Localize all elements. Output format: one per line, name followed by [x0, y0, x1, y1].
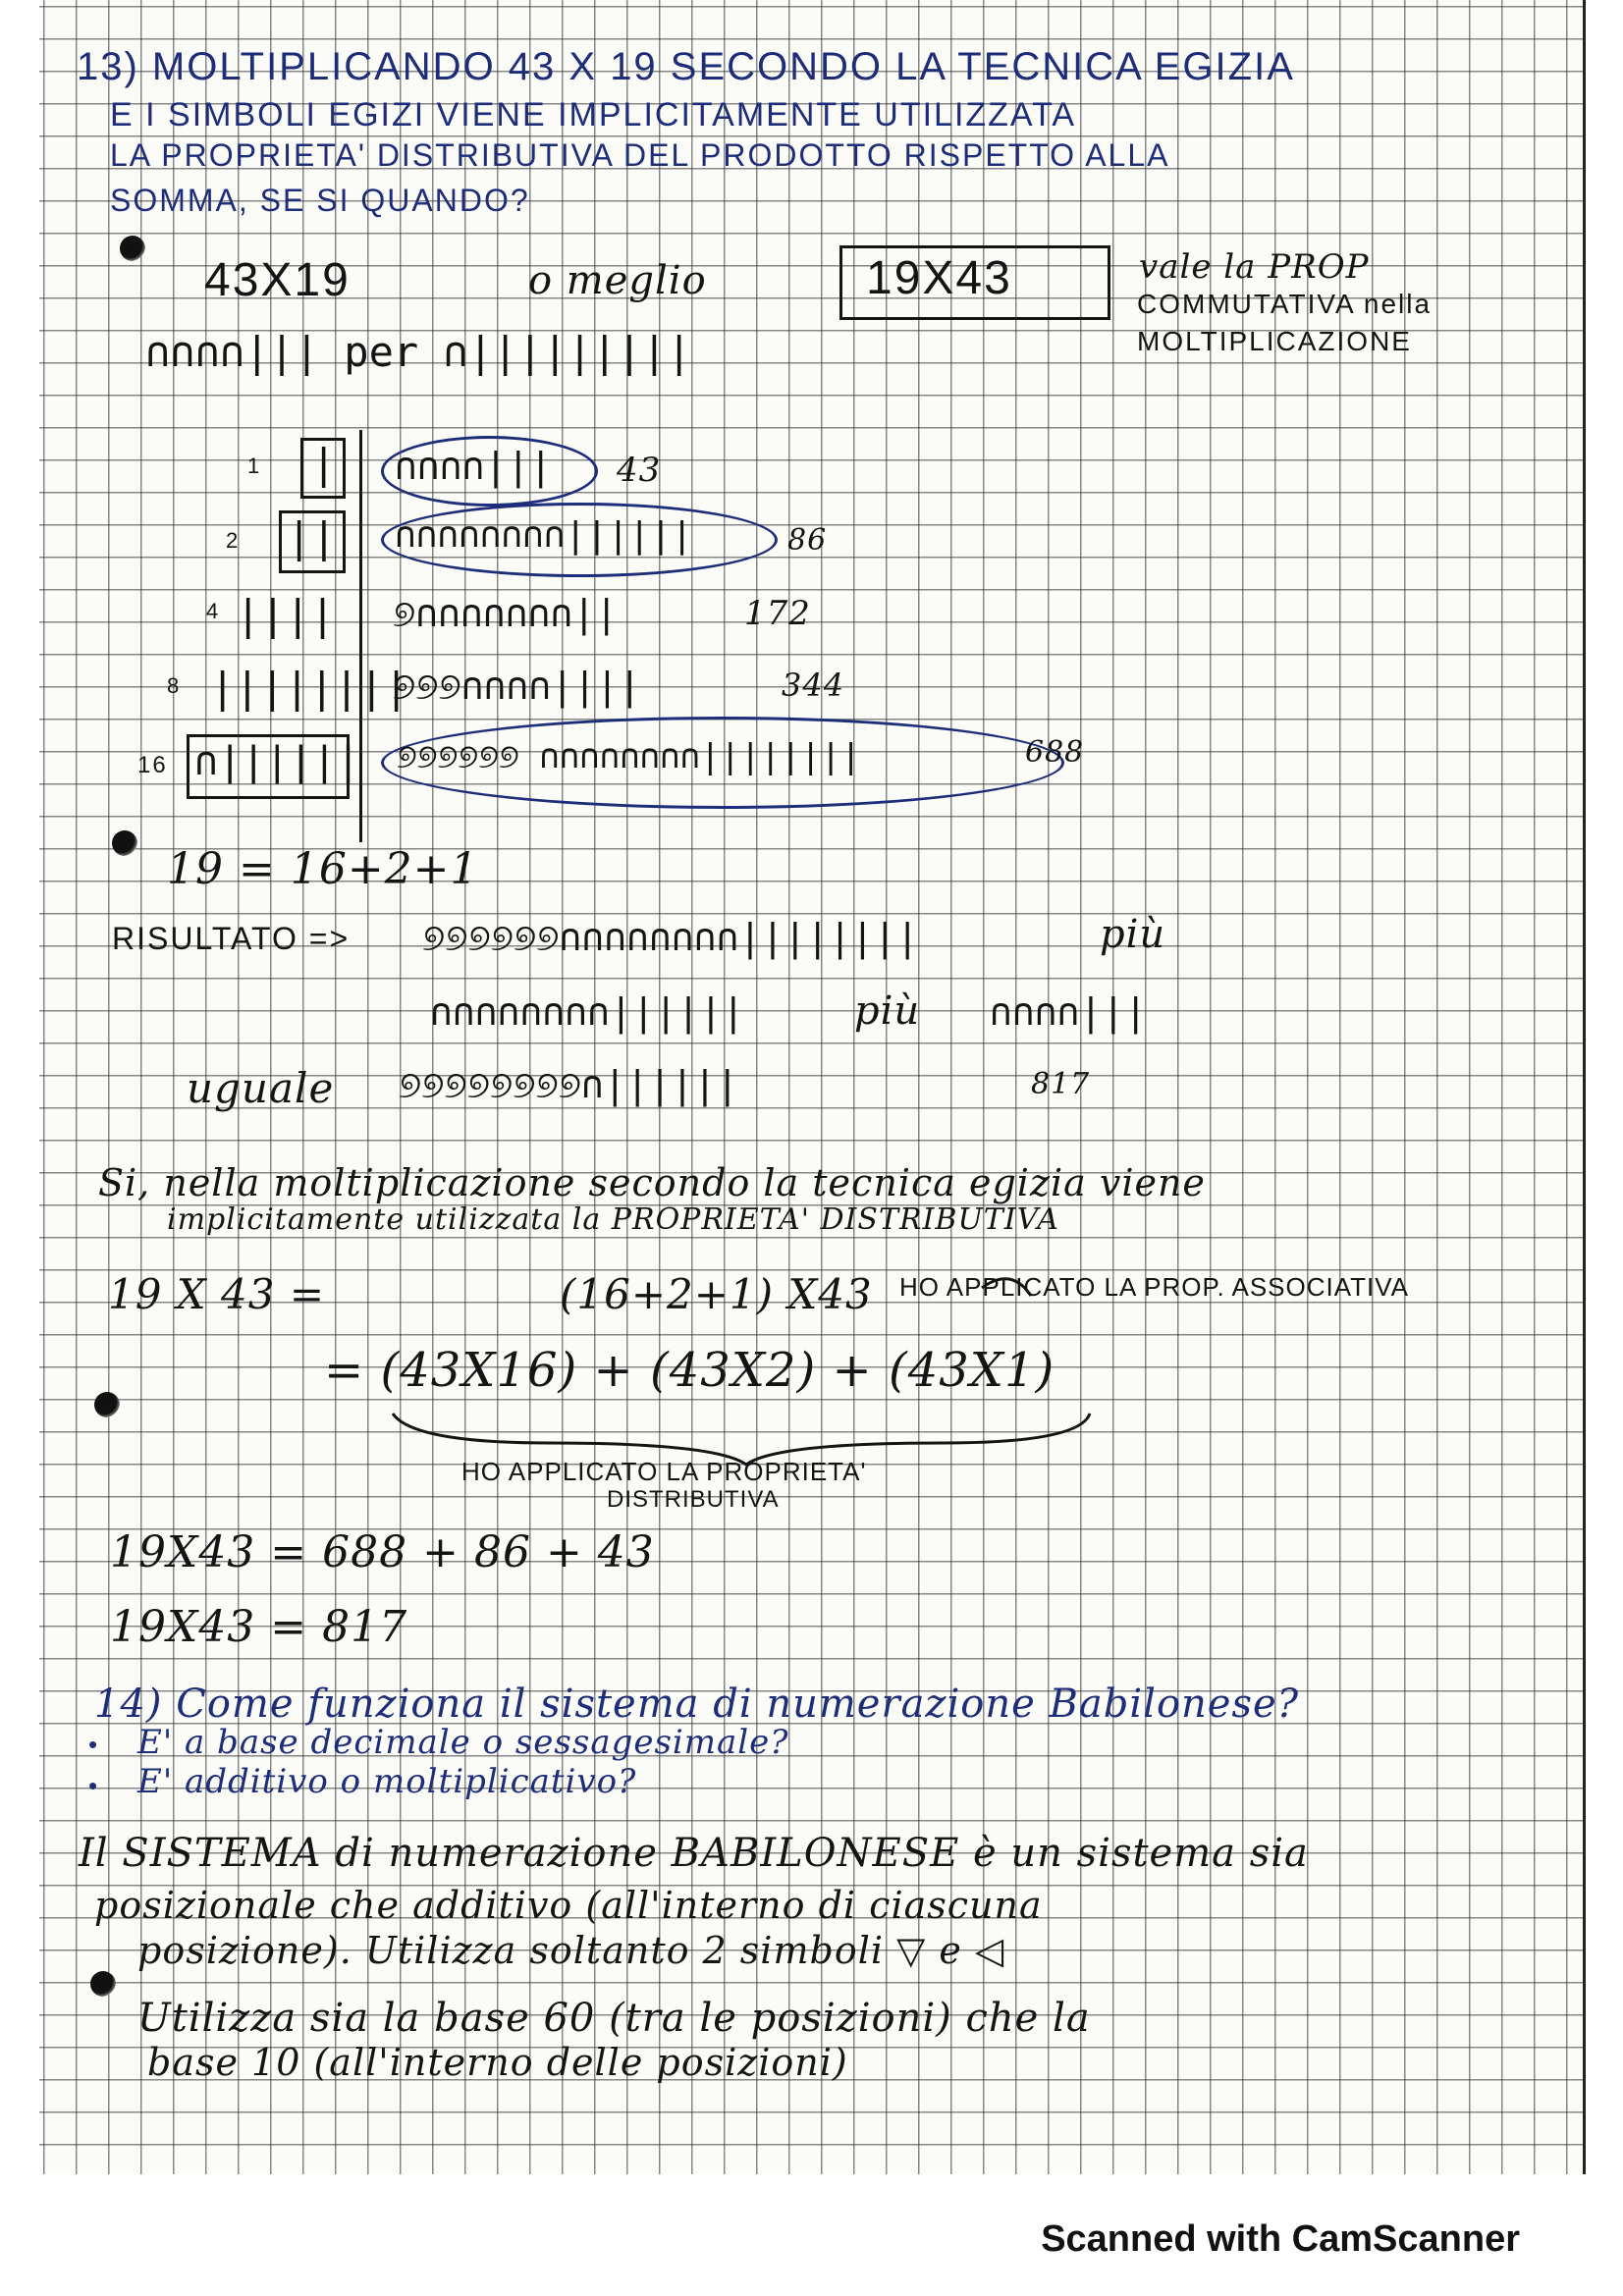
q13-line: LA PROPRIETA' DISTRIBUTIVA DEL PRODOTTO RISPETTO ALLA	[110, 137, 1170, 173]
equation-line: 19X43 = 817	[110, 1602, 408, 1652]
equals-word: uguale	[187, 1064, 335, 1112]
equals-value: 817	[1031, 1067, 1091, 1101]
answer14-line: base 10 (all'interno delle posizioni)	[147, 2041, 848, 2084]
table-tally: ∩||||||	[194, 739, 360, 784]
table-mult: 8	[167, 673, 182, 698]
plus-word: più	[854, 988, 921, 1034]
table-value: 344	[782, 667, 845, 704]
boxed-expression-text: 19X43	[866, 252, 1012, 304]
setup-or: o meglio	[528, 258, 707, 303]
table-tally: ||	[287, 513, 337, 561]
answer14-line: posizione). Utilizza soltanto 2 simboli ▽ e ◁	[137, 1929, 1005, 1972]
sum-glyphs: ∩∩∩∩∩∩∩∩||||||	[430, 990, 745, 1034]
commutative-note: MOLTIPLICAZIONE	[1137, 326, 1412, 356]
table-glyphs: ∩∩∩∩|||	[395, 445, 553, 488]
commutative-note: COMMUTATIVA nella	[1137, 289, 1433, 319]
result-glyphs: ୭୭୭୭୭୭∩∩∩∩∩∩∩∩||||||||	[422, 916, 919, 959]
equals-glyphs: ୭୭୭୭୭୭୭୭∩||||||	[399, 1063, 739, 1106]
table-mult: 1	[247, 454, 262, 478]
answer13-line: Si, nella moltiplicazione secondo la tecnica egizia viene	[98, 1161, 1206, 1204]
distributive-note: HO APPLICATO LA PROPRIETA'	[461, 1457, 867, 1486]
plus-word: più	[1100, 912, 1166, 957]
bullet-dot: •	[88, 1730, 100, 1759]
commutative-note: vale la PROP	[1139, 247, 1370, 287]
table-mult: 16	[137, 752, 168, 778]
q14-bullet: E' a base decimale o sessagesimale?	[137, 1723, 789, 1762]
bullet-dot: •	[88, 1771, 100, 1800]
q14-line: 14) Come funziona il sistema di numerazione Babilonese?	[94, 1682, 1300, 1727]
table-value: 172	[744, 594, 811, 633]
table-mult: 4	[206, 599, 221, 623]
table-tally: ||||||||	[210, 664, 409, 712]
result-label: RISULTATO =>	[112, 921, 351, 956]
answer13-line: implicitamente utilizzata la PROPRIETA' DISTRIBUTIVA	[167, 1202, 1059, 1237]
table-tally: ||||	[236, 591, 336, 639]
table-value: 86	[787, 523, 828, 558]
answer14-line: Il SISTEMA di numerazione BABILONESE è un sistema sia	[79, 1831, 1309, 1876]
answer14-line: posizionale che additivo (all'interno di ciascuna	[94, 1884, 1043, 1927]
equation-line: (16+2+1) X43	[560, 1270, 873, 1318]
table-mult: 2	[226, 528, 241, 553]
associative-note: HO APPLICATO LA PROP. ASSOCIATIVA	[899, 1272, 1410, 1302]
equation-line: = (43X16) + (43X2) + (43X1)	[324, 1343, 1055, 1398]
equation-line: 19 X 43 =	[108, 1270, 326, 1318]
sum-glyphs: ∩∩∩∩|||	[990, 990, 1148, 1034]
q13-line: E I SIMBOLI EGIZI VIENE IMPLICITAMENTE UTILIZZATA	[110, 96, 1077, 133]
table-glyphs: ୭୭୭∩∩∩∩||||	[393, 665, 641, 708]
equation-line: 19X43 = 688 + 86 + 43	[110, 1527, 655, 1577]
table-glyphs: ୭୭୭୭୭୭ ∩∩∩∩∩∩∩∩||||||||	[397, 737, 861, 776]
answer14-line: Utilizza sia la base 60 (tra le posizioni) che la	[137, 1996, 1091, 2041]
table-glyphs: ୭∩∩∩∩∩∩∩||	[393, 592, 619, 635]
decomposition: 19 = 16+2+1	[167, 844, 479, 894]
table-value: 43	[617, 451, 662, 490]
q13-line: SOMMA, SE SI QUANDO?	[110, 183, 530, 218]
setup-expression: 43X19	[204, 254, 351, 306]
distributive-note: DISTRIBUTIVA	[607, 1486, 780, 1513]
table-value: 688	[1025, 735, 1085, 770]
scanner-watermark: Scanned with CamScanner	[1041, 2218, 1520, 2260]
table-tally: |	[311, 440, 337, 488]
table-glyphs: ∩∩∩∩∩∩∩∩||||||	[395, 515, 693, 556]
setup-symbols: ∩∩∩∩||| per ∩|||||||||	[145, 328, 692, 376]
q13-line: 13) MOLTIPLICANDO 43 X 19 SECONDO LA TECNICA EGIZIA	[77, 45, 1295, 88]
q14-bullet: E' additivo o moltiplicativo?	[137, 1762, 637, 1801]
